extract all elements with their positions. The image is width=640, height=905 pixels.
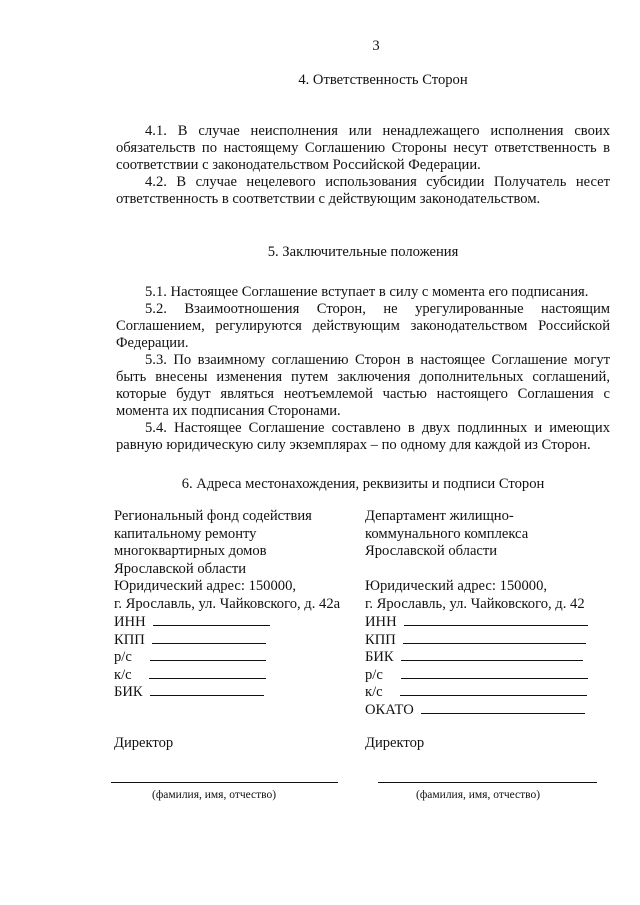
field-label: ИНН <box>114 614 146 630</box>
field-label: к/с <box>114 666 132 683</box>
paragraph-5-1: 5.1. Настоящее Соглашение вступает в силу с момента его подписания. <box>145 284 589 300</box>
right-field-kpp <box>365 631 588 649</box>
section-4-body <box>116 123 610 208</box>
blank-line <box>400 683 587 696</box>
left-field-kpp <box>114 631 340 649</box>
field-label: к/с <box>365 684 383 700</box>
left-party-address-line: г. Ярославль, ул. Чайковского, д. 42а <box>114 595 341 612</box>
paragraph-5-3: 5.3. По взаимному соглашению Сторон в настоящее Соглашение могут быть внесены изменения путем заключения дополнительных соглашений, которые будут являться неотъемлемой частью настоящего Соглашения с момента их подписания Сторонами. <box>116 352 610 419</box>
right-signer-title: Директор <box>365 735 425 751</box>
left-party-name-line: капитальному ремонту <box>114 525 257 542</box>
blank-line <box>401 666 588 679</box>
blank-line <box>149 666 266 679</box>
blank-line <box>421 701 585 714</box>
left-party-block <box>114 508 340 701</box>
section-6-title: 6. Адреса местонахождения, реквизиты и подписи Сторон <box>181 476 545 492</box>
blank-line <box>403 631 586 644</box>
paragraph-4-1: 4.1. В случае неисполнения или ненадлежащего исполнения своих обязательств по настоящему Соглашению Стороны несут ответственность в соответствии с законодательством Российской Федерации. <box>116 123 610 173</box>
field-label: ОКАТО <box>365 701 414 718</box>
paragraph-4-2: 4.2. В случае нецелевого использования субсидии Получатель несет ответственность в соответствии с действующим законодательством. <box>116 174 610 207</box>
section-5-body <box>116 284 610 454</box>
left-field-ks <box>114 666 340 684</box>
section-5-title: 5. Заключительные положения <box>267 244 459 260</box>
right-party-name-line: коммунального комплекса <box>365 525 529 542</box>
blank-line <box>153 613 270 626</box>
right-party-name-line: Департамент жилищно- <box>365 508 514 524</box>
right-field-rs <box>365 666 588 684</box>
left-field-inn <box>114 613 340 631</box>
blank-line <box>152 631 266 644</box>
left-signature-caption: (фамилия, имя, отчество) <box>152 789 277 801</box>
left-field-rs <box>114 648 340 666</box>
field-label: БИК <box>114 684 143 700</box>
left-party-name-line: Региональный фонд содействия <box>114 508 312 524</box>
field-label: КПП <box>365 631 396 648</box>
left-party-name-line: Ярославской области <box>114 560 247 577</box>
right-party-address-line: Юридический адрес: 150000, <box>365 578 548 594</box>
paragraph-5-2: 5.2. Взаимоотношения Сторон, не урегулированные настоящим Соглашением, регулируются действующим законодательством Российской Федерации. <box>116 301 610 351</box>
right-field-inn <box>365 613 588 631</box>
field-label: КПП <box>114 631 145 648</box>
blank-line <box>401 648 583 661</box>
left-field-bik <box>114 683 340 701</box>
blank-line <box>404 613 588 626</box>
page-number: 3 <box>372 38 380 54</box>
right-party-block <box>365 508 588 718</box>
right-party-name-line: Ярославской области <box>365 543 498 559</box>
paragraph-5-4: 5.4. Настоящее Соглашение составлено в двух подлинных и имеющих равную юридическую силу экземплярах – по одному для каждой из Сторон. <box>116 420 610 453</box>
right-field-ks <box>365 683 588 701</box>
right-field-okato <box>365 701 588 719</box>
field-label: р/с <box>114 649 132 665</box>
left-party-address-line: Юридический адрес: 150000, <box>114 578 297 594</box>
left-signature-line <box>111 782 338 783</box>
left-party-name-line: многоквартирных домов <box>114 543 267 559</box>
right-party-address-line: г. Ярославль, ул. Чайковского, д. 42 <box>365 595 585 612</box>
field-label: ИНН <box>365 614 397 630</box>
section-4-title: 4. Ответственность Сторон <box>298 72 468 88</box>
spacer <box>365 561 588 579</box>
field-label: БИК <box>365 649 394 665</box>
blank-line <box>150 683 264 696</box>
right-signature-caption: (фамилия, имя, отчество) <box>416 789 541 801</box>
right-signature-line <box>378 782 597 783</box>
right-field-bik <box>365 648 588 666</box>
blank-line <box>150 648 266 661</box>
field-label: р/с <box>365 666 383 683</box>
left-signer-title: Директор <box>114 735 174 751</box>
